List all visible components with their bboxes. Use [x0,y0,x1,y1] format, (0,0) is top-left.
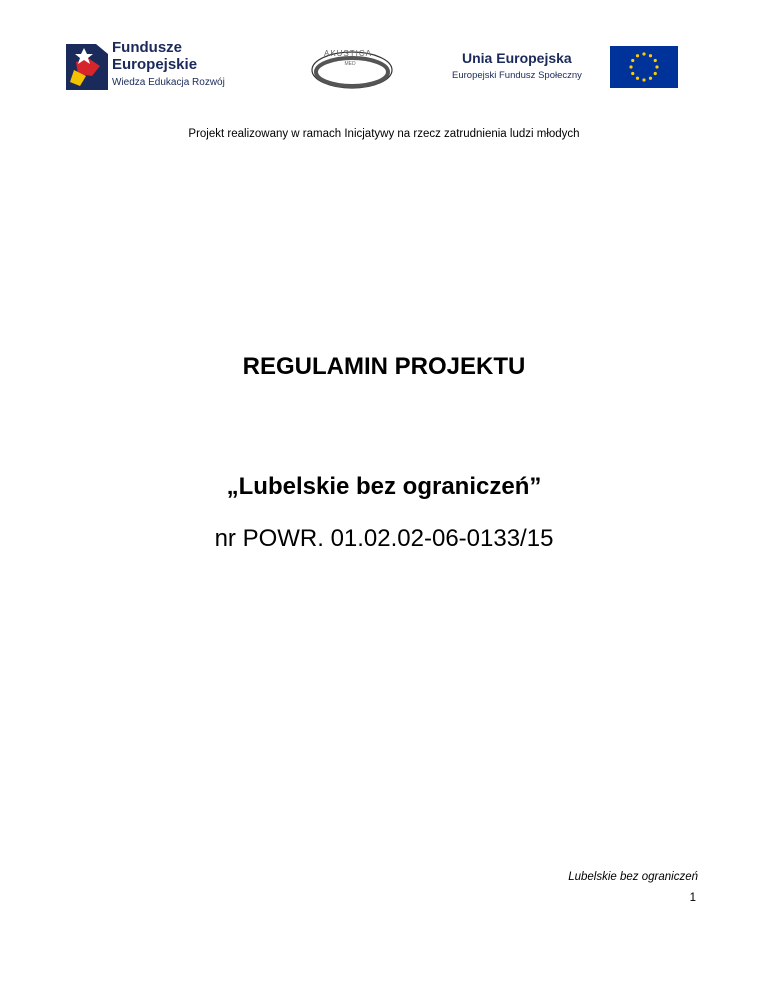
fundusze-tagline: Wiedza Edukacja Rozwój [112,77,225,88]
ue-title: Unia Europejska [462,50,572,66]
page-number: 1 [689,892,696,904]
eu-star-icon [649,77,652,80]
eu-flag-icon [610,46,678,88]
ue-subtitle: Europejski Fundusz Społeczny [452,70,582,81]
akustica-med-logo [304,46,396,90]
unia-europejska-logo [450,46,680,90]
eu-star-icon [629,65,632,68]
eu-star-icon [654,59,657,62]
project-number: nr POWR. 01.02.02-06-0133/15 [214,525,554,552]
footer-text: Lubelskie bez ograniczeń [568,871,698,883]
eu-star-icon [642,52,645,55]
document-title: REGULAMIN PROJEKTU [242,353,526,380]
akustica-sub: MED [344,61,356,67]
eu-star-icon [655,65,658,68]
fundusze-europejskie-mark-icon [66,40,108,94]
fundusze-line2: Europejskie [112,56,198,73]
project-name: „Lubelskie bez ograniczeń” [226,473,542,500]
eu-star-icon [636,54,639,57]
fundusze-line1: Fundusze [112,39,182,56]
logo-bar [0,0,768,110]
akustica-name: AKUSTICA [323,49,373,58]
eu-star-icon [631,72,634,75]
eu-star-icon [642,78,645,81]
eu-star-icon [654,72,657,75]
eu-star-icon [649,54,652,57]
project-note: Projekt realizowany w ramach Inicjatywy na rzecz zatrudnienia ludzi młodych [188,128,580,140]
eu-star-icon [636,77,639,80]
eu-star-icon [631,59,634,62]
fundusze-europejskie-logo [54,32,238,106]
